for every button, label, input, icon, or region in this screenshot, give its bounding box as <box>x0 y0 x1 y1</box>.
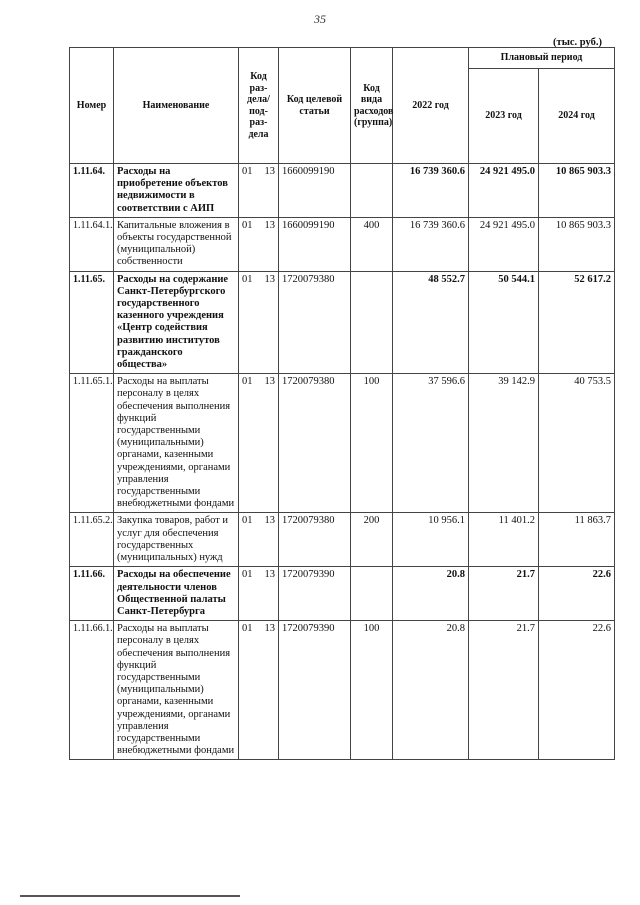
row-section: 01 <box>242 569 253 581</box>
row-target-code: 1720079380 <box>279 271 351 374</box>
row-name: Капитальные вложения в объекты государственной (муниципальной) собственности <box>114 217 239 271</box>
table-row <box>70 621 615 760</box>
row-section-code <box>239 374 279 513</box>
row-number: 1.11.65.2. <box>70 513 114 567</box>
row-target-code: 1720079390 <box>279 621 351 760</box>
row-amount-2024: 10 865 903.3 <box>539 217 615 271</box>
table-row <box>70 164 615 218</box>
row-number: 1.11.65. <box>70 271 114 374</box>
row-section: 01 <box>242 166 253 177</box>
page-number: 35 <box>314 12 326 26</box>
row-expense-code: 400 <box>351 217 393 271</box>
row-target-code: 1720079390 <box>279 567 351 621</box>
row-amount-2023: 50 544.1 <box>469 271 539 374</box>
row-amount-2022: 48 552.7 <box>393 271 469 374</box>
row-amount-2022: 20.8 <box>393 567 469 621</box>
row-section: 01 <box>242 219 253 231</box>
row-number: 1.11.64.1. <box>70 217 114 271</box>
row-amount-2022: 16 739 360.6 <box>393 217 469 271</box>
footer-rule <box>20 895 240 897</box>
row-expense-code <box>351 567 393 621</box>
header-2023: 2023 год <box>469 69 539 164</box>
row-section-code <box>239 513 279 567</box>
row-amount-2024: 52 617.2 <box>539 271 615 374</box>
row-name: Расходы на выплаты персоналу в целях обеспечения выполнения функций государственными (муниципальными) органами, казенными учреждениями, органами управления государственными внебюджетными фондами <box>114 374 239 513</box>
row-number: 1.11.66. <box>70 567 114 621</box>
row-target-code: 1660099190 <box>279 217 351 271</box>
header-number: Номер <box>70 48 114 164</box>
units-label: (тыс. руб.) <box>553 37 602 48</box>
row-amount-2024: 40 753.5 <box>539 374 615 513</box>
table-row <box>70 567 615 621</box>
header-expense: Код вида расходов (группа) <box>351 48 393 164</box>
header-2022: 2022 год <box>393 48 469 164</box>
row-number: 1.11.66.1. <box>70 621 114 760</box>
row-subsection: 13 <box>264 166 275 177</box>
row-subsection: 13 <box>264 219 275 231</box>
row-section-code <box>239 217 279 271</box>
row-section: 01 <box>242 376 253 388</box>
row-expense-code: 200 <box>351 513 393 567</box>
row-subsection: 13 <box>264 623 275 635</box>
row-subsection: 13 <box>264 376 275 388</box>
row-amount-2022: 16 739 360.6 <box>393 164 469 218</box>
row-name: Расходы на выплаты персоналу в целях обеспечения выполнения функций государственными (муниципальными) органами, казенными учреждениями, органами управления государственными внебюджетными фондами <box>114 621 239 760</box>
row-section-code <box>239 271 279 374</box>
row-amount-2023: 21.7 <box>469 621 539 760</box>
table-row <box>70 217 615 271</box>
header-name: Наименование <box>114 48 239 164</box>
row-amount-2023: 24 921 495.0 <box>469 164 539 218</box>
budget-table <box>69 47 615 760</box>
row-subsection: 13 <box>264 569 275 581</box>
header-section: Код раз- дела/ под- раз- дела <box>239 48 279 164</box>
row-amount-2024: 22.6 <box>539 567 615 621</box>
row-amount-2022: 20.8 <box>393 621 469 760</box>
table-row <box>70 271 615 374</box>
row-expense-code: 100 <box>351 621 393 760</box>
row-amount-2023: 24 921 495.0 <box>469 217 539 271</box>
row-section-code <box>239 164 279 218</box>
row-amount-2023: 21.7 <box>469 567 539 621</box>
row-section: 01 <box>242 273 253 285</box>
row-name: Расходы на содержание Санкт-Петербургского государственного казенного учреждения «Центр содействия развитию институтов гражданского общества» <box>114 271 239 374</box>
table-header <box>70 48 615 164</box>
row-number: 1.11.64. <box>70 164 114 218</box>
row-subsection: 13 <box>264 515 275 527</box>
row-expense-code <box>351 271 393 374</box>
row-amount-2024: 22.6 <box>539 621 615 760</box>
header-2024: 2024 год <box>539 69 615 164</box>
row-expense-code: 100 <box>351 374 393 513</box>
row-amount-2022: 10 956.1 <box>393 513 469 567</box>
row-name: Расходы на обеспечение деятельности членов Общественной палаты Санкт-Петербурга <box>114 567 239 621</box>
header-target: Код целевой статьи <box>279 48 351 164</box>
table-row <box>70 513 615 567</box>
row-name: Закупка товаров, работ и услуг для обеспечения государственных (муниципальных) нужд <box>114 513 239 567</box>
row-section: 01 <box>242 515 253 527</box>
row-target-code: 1720079380 <box>279 513 351 567</box>
row-amount-2024: 11 863.7 <box>539 513 615 567</box>
row-amount-2024: 10 865 903.3 <box>539 164 615 218</box>
row-subsection: 13 <box>264 273 275 285</box>
row-target-code: 1720079380 <box>279 374 351 513</box>
row-section-code <box>239 621 279 760</box>
row-name: Расходы на приобретение объектов недвижимости в соответствии с АИП <box>114 164 239 218</box>
row-number: 1.11.65.1. <box>70 374 114 513</box>
row-amount-2023: 11 401.2 <box>469 513 539 567</box>
row-amount-2023: 39 142.9 <box>469 374 539 513</box>
header-planned-period: Плановый период <box>469 48 615 69</box>
table-body <box>70 164 615 760</box>
row-expense-code <box>351 164 393 218</box>
row-section: 01 <box>242 623 253 635</box>
row-section-code <box>239 567 279 621</box>
row-amount-2022: 37 596.6 <box>393 374 469 513</box>
table-row <box>70 374 615 513</box>
row-target-code: 1660099190 <box>279 164 351 218</box>
